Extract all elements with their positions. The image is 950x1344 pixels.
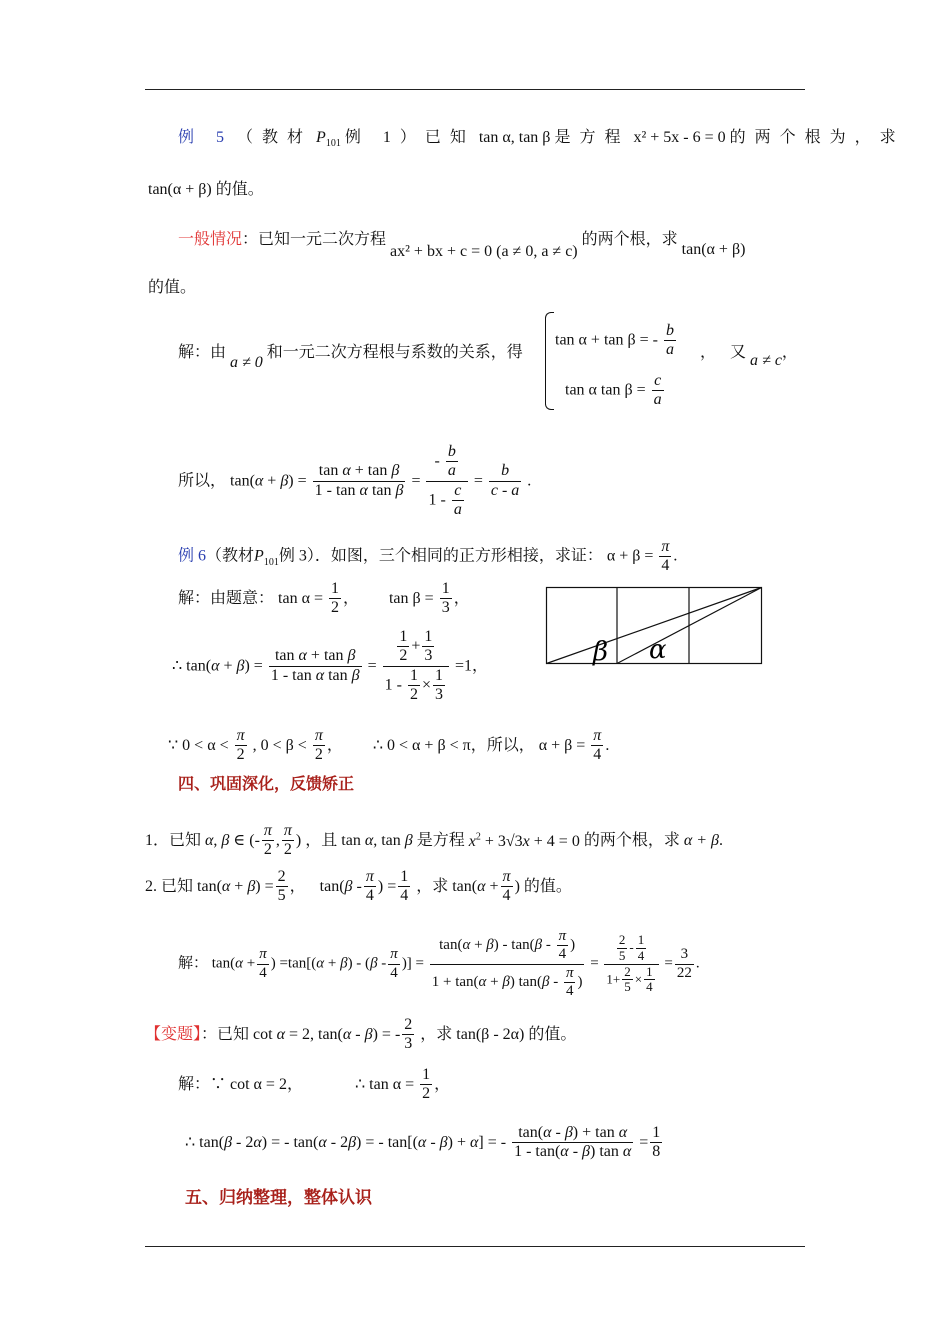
example6-solution: 解：由题意： tan α = $\frac{1}{2}$ ， tan β = $\frac{1}{3}$ ， — [178, 580, 470, 617]
example5-line2: tan(α + β) 的值。 — [148, 181, 264, 198]
example5-roots: tan α, tan β — [478, 129, 551, 146]
example6-line: 例 6（教材$P_{101}$例 3）．如图，三个相同的正方形相接，求证： α + β = $\frac{\pi}{4}$ . — [178, 538, 678, 575]
solution1-cond2: ， 又 a ≠ c， — [700, 344, 798, 369]
bottom-rule — [145, 1246, 805, 1247]
section5-heading: 五、归纳整理，整体认识 — [185, 1188, 372, 1208]
general-line1: 一般情况：已知一元二次方程 ax² + bx + c = 0 (a ≠ 0, a ≠ c) 的两个根，求 tan(α + β) — [178, 231, 746, 260]
variant-line: 【变题】：已知 cot α = 2, tan(α - β) = - $\frac{2}{3}$ ，求 tan(β - 2α) 的值。 — [145, 1016, 577, 1053]
example6-conclusion: ∵ 0 < α < $\frac{\pi}{2}$ , 0 < β < $\frac{\pi}{2}$ ， ∴ 0 < α + β < π，所以， α + β = $\frac{\pi}{4}$ . — [168, 727, 610, 764]
example6-compute: ∴ tan(α + β) = $\frac{\text{tan α + tan β}}{\text{1 - tan α tan β}}$ = $\frac{1}{2}$ + $\frac{1}{3}$ 1 - $\frac{1}{2}$ × $\frac{1}{3}$ =1， — [172, 628, 489, 704]
variant-result: ∴ tan(β - 2α) = - tan(α - 2β) = - tan[(α - β) + α] = - $\frac{\text{tan(α - β) + tan α}}{\text{1 - tan(α - β) tan α}}$ = $\frac{1}{8}$ — [185, 1124, 661, 1161]
top-rule — [145, 89, 805, 90]
solution1-system: tan α + tan β = - $\frac{b}{a}$ tan α tan β = $\frac{c}{a}$ — [545, 312, 725, 410]
general-line2: 的值。 — [148, 279, 197, 296]
solution1-result: 所以， tan(α + β) = $\frac{\text{tan α + tan β}}{\text{1 - tan α tan β}}$ = - $\frac{b}{a}$ 1 - $\frac{c}{a}$ = $\frac{b}{c - a}$ . — [178, 443, 532, 519]
figure-alpha-label: α — [649, 635, 667, 665]
general-equation: ax² + bx + c = 0 — [390, 243, 493, 260]
example6-label: 例 6 — [178, 547, 207, 565]
example5-label: 例 5 — [178, 129, 234, 146]
variant-label: 【变题】 — [145, 1025, 202, 1043]
three-squares-figure — [545, 586, 765, 668]
general-label: 一般情况 — [178, 231, 243, 248]
example5-line1: 例 5 （教材 $P_{101}$ 例 1）已知 tan α, tan β 是方程 x² + 5x - 6 = 0 的两个根为，求 — [178, 129, 905, 150]
exercise1-line: 1．已知 α, β ∈ (- $\frac{\pi}{2}$ , $\frac{\pi}{2}$ ) ，且 tan α, tan β 是方程 $x^2 + 3√3x + 4 = 0$ 的两个根，求 α + β. — [145, 822, 724, 859]
exercise2-solution: 解： tan(α + $\frac{\pi}{4}$ ) =tan[(α + β) - (β - $\frac{\pi}{4}$ )] = tan(α + β) - tan(β - $\frac{\pi}{4}$ ) 1 + tan(α + β) tan(β - $\frac{\pi}{4}$ ) = $\frac{2}{5}$ - $\frac{1}{4}$ 1+ $\frac{2}{5}$ × $\frac{1}{4}$ = $\frac{3}{22}$ . — [178, 928, 700, 999]
section4-heading: 四、巩固深化，反馈矫正 — [178, 774, 355, 793]
exercise2-line: 2. 已知 tan(α + β) = $\frac{2}{5}$ ， tan(β - $\frac{\pi}{4}$ ) = $\frac{1}{4}$ ，求 tan(α + $\frac{\pi}{4}$ ) 的值。 — [145, 868, 572, 905]
variant-solution: 解：∵ cot α = 2， ∴ tan α = $\frac{1}{2}$ ， — [178, 1066, 451, 1103]
example5-equation: x² + 5x - 6 = 0 — [633, 129, 726, 146]
system-brace — [545, 312, 554, 410]
solution1-line: 解：由 a ≠ 0 和一元二次方程根与系数的关系，得 — [178, 344, 523, 371]
figure-beta-label: β — [593, 637, 609, 667]
